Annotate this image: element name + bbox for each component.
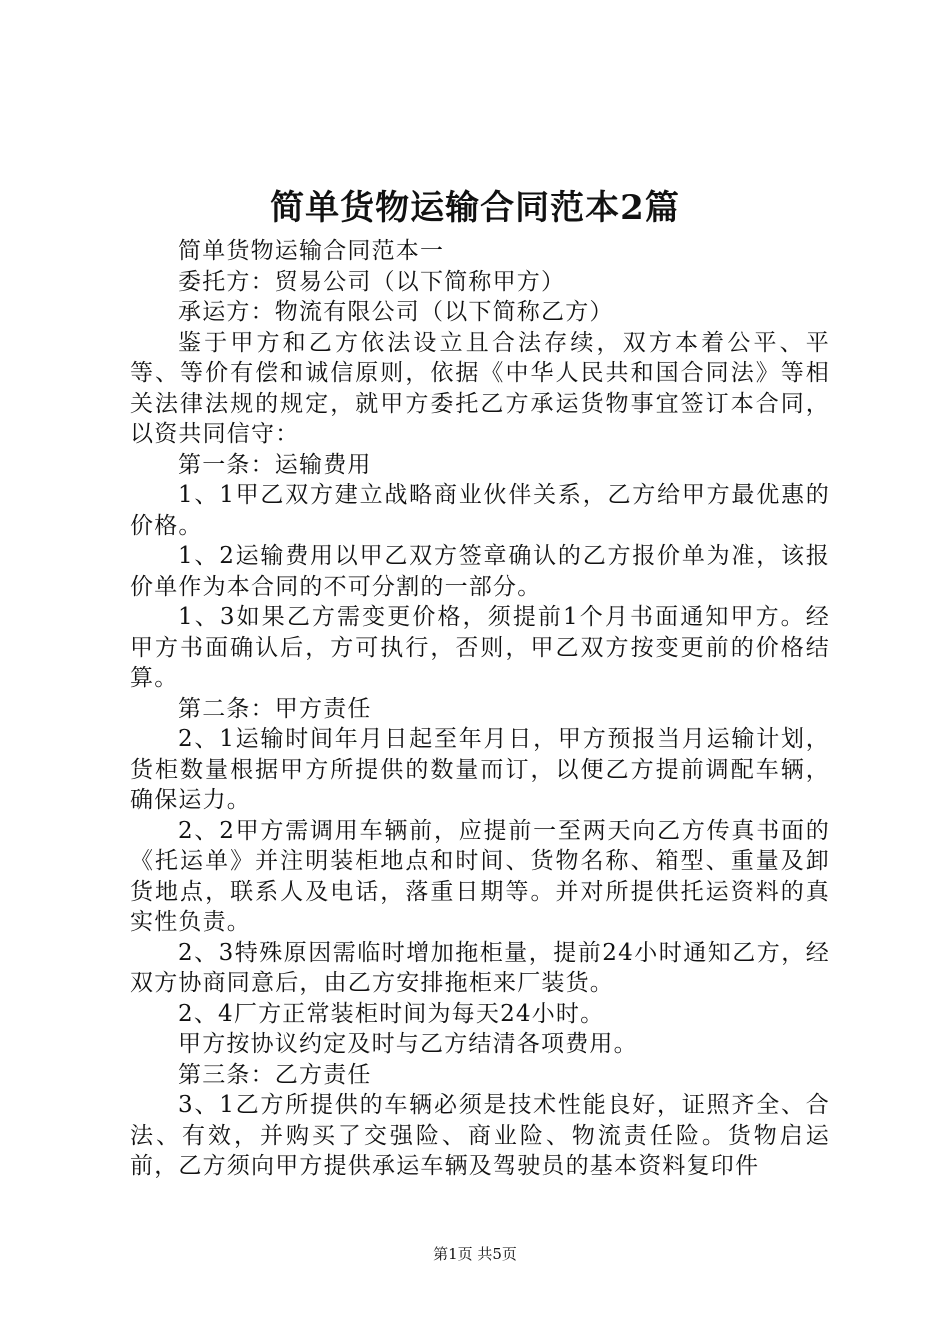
paragraph: 2、2甲方需调用车辆前，应提前一至两天向乙方传真书面的《托运单》并注明装柜地点和时间、货物名称、箱型、重量及卸货地点，联系人及电话，落重日期等。并对所提供托运资料的真实性负责。 [130,817,830,935]
paragraph: 1、1甲乙双方建立战略商业伙伴关系，乙方给甲方最优惠的价格。 [130,482,830,539]
paragraph: 鉴于甲方和乙方依法设立且合法存续，双方本着公平、平等、等价有偿和诚信原则，依据《中华人民共和国合同法》等相关法律法规的规定，就甲方委托乙方承运货物事宜签订本合同，以资共同信守： [130,329,830,447]
paragraph: 承运方：物流有限公司（以下简称乙方） [178,299,614,325]
paragraph: 2、4厂方正常装柜时间为每天24小时。 [178,1000,605,1027]
paragraph: 委托方：贸易公司（以下简称甲方） [178,268,566,295]
paragraph: 简单货物运输合同范本一 [178,238,445,264]
document-title: 简单货物运输合同范本2篇 [270,188,680,228]
section-heading: 第三条：乙方责任 [178,1061,372,1088]
section-heading: 第二条：甲方责任 [178,695,372,722]
paragraph: 3、1乙方所提供的车辆必须是技术性能良好，证照齐全、合法、有效，并购买了交强险、商业险、物流责任险。货物启运前，乙方须向甲方提供承运车辆及驾驶员的基本资料复印件 [130,1092,830,1179]
section-heading: 第一条：运输费用 [178,451,372,478]
paragraph: 2、3特殊原因需临时增加拖柜量，提前24小时通知乙方，经双方协商同意后，由乙方安排拖柜来厂装货。 [130,939,830,996]
page-footer: 第1页 共5页 [433,1245,517,1263]
paragraph: 1、2运输费用以甲乙双方签章确认的乙方报价单为准，该报价单作为本合同的不可分割的一部分。 [130,543,830,600]
paragraph: 1、3如果乙方需变更价格，须提前1个月书面通知甲方。经甲方书面确认后，方可执行，否则，甲乙双方按变更前的价格结算。 [130,604,830,691]
paragraph: 甲方按协议约定及时与乙方结清各项费用。 [178,1031,638,1057]
document-body [130,236,830,1182]
paragraph: 2、1运输时间年月日起至年月日，甲方预报当月运输计划，货柜数量根据甲方所提供的数量而订，以便乙方提前调配车辆，确保运力。 [130,726,830,813]
